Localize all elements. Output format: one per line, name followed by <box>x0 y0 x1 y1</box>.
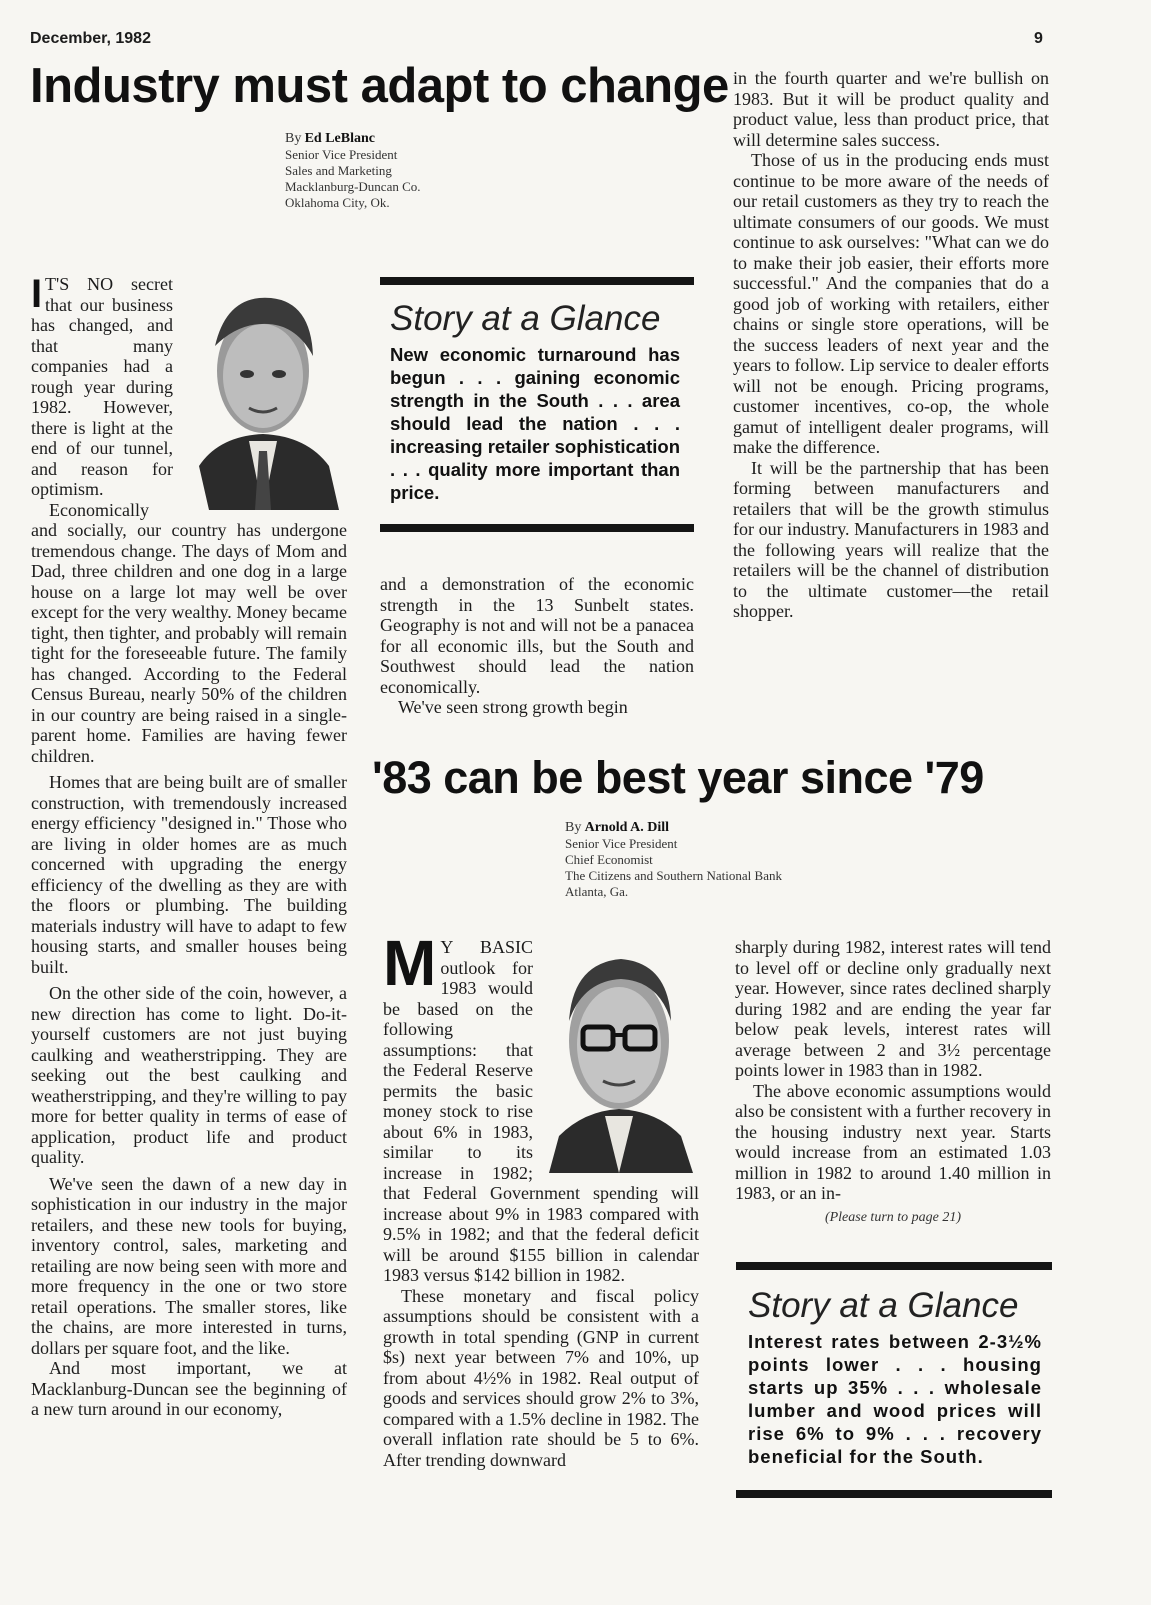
continued-note: (Please turn to page 21) <box>824 1209 962 1225</box>
byline-line: The Citizens and Southern National Bank <box>565 868 782 883</box>
article1-headline: Industry must adapt to change <box>30 59 729 113</box>
paragraph: in the fourth quarter and we're bullish on 1983. But it will be product quality and product value, less than product price, that will determine sales success. <box>733 68 1049 150</box>
glance-title: Story at a Glance <box>390 299 661 338</box>
article2-headline: '83 can be best year since '79 <box>372 752 984 803</box>
glance-bottom-rule <box>736 1490 1052 1498</box>
byline-line: Senior Vice President <box>285 147 398 162</box>
author-photo-dill <box>539 941 699 1173</box>
author-photo-leblanc <box>179 276 347 510</box>
paragraph: T'S NO secret that our business has changed, and that many companies had a rough year during 1982. However, there is light at the end of our tunnel, and reason for optimism. <box>31 274 173 499</box>
glance-title: Story at a Glance <box>748 1286 1019 1325</box>
story-at-a-glance-2 <box>736 1262 1052 1498</box>
paragraph: We've seen the dawn of a new day in sophistication in our industry in the major retailers, and these new tools for buying, inventory control, sales, marketing and retailing are now being seen with more and more frequency in the one or two store retail operations. The smaller stores, like the chains, are more interested in turns, dollars per square foot, and the like. <box>31 1173 347 1358</box>
article1-column-right <box>733 68 1049 622</box>
issue-date: December, 1982 <box>30 30 151 47</box>
paragraph: These monetary and fiscal policy assumptions should be consistent with a growth in total spending (GNP in current $s) next year between 7% and 10%, up from about 4½% in 1982. Real output of goods and services should grow 2% to 3%, compared with a 1.5% decline in 1982. The overall inflation rate should be 5 to 6%. After trending downward <box>383 1285 699 1470</box>
paragraph: The above economic assumptions would also be consistent with a further recovery in the housing industry next year. Starts would increase from an estimated 1.03 million in 1982 to around 1.40 million in 1983, or an in- <box>735 1080 1051 1203</box>
glance-top-rule <box>736 1262 1052 1270</box>
glance-bottom-rule <box>380 524 694 532</box>
dropcap-m: M <box>383 927 437 999</box>
paragraph: Homes that are being built are of smaller construction, with tremendously increased energy efficiency "designed in." Those who are living in older homes are as much concerned with upgrading the energy efficiency of the dwelling as they are with the floors or plumbing. The building materials industry will have to adapt to few housing starts, and smaller houses being built. <box>31 772 347 977</box>
paragraph: Economically and socially, our country has undergone tremendous change. The days of Mom and Dad, three children and one dog in a large house on a large lot may well be over except for the very wealthy. Money became tight, then tighter, and probably will remain tight for the foreseeable future. The family has changed. According to the Federal Census Bureau, nearly 50% of the children in our country are being raised in a single-parent home. Families are having fewer children. <box>31 499 347 766</box>
byline-line: Chief Economist <box>565 852 653 867</box>
byline-line: Atlanta, Ga. <box>565 884 629 899</box>
story-at-a-glance-1 <box>380 277 694 532</box>
glance-body: Interest rates between 2-3½% points lower . . . housing starts up 35% . . . wholesale lumber and wood prices will rise 6% to 9% . . . recovery beneficial for the South. <box>748 1331 1042 1467</box>
byline-line: Macklanburg-Duncan Co. <box>285 179 421 194</box>
paragraph: We've seen strong growth begin <box>398 697 628 717</box>
byline-line: Sales and Marketing <box>285 163 392 178</box>
paragraph: Y BASIC outlook for 1983 would be based on the following assumptions: that the Federal Reserve permits the basic money stock to rise about 6% in 1983, similar to its increase in 1982; that Federal Government spending will increase about 9% in 1983 compared with 9.5% in 1982; and that the federal deficit will be around $155 billion in calendar 1983 versus $142 billion in 1982. <box>383 937 699 1285</box>
byline-author: Ed LeBlanc <box>304 131 375 146</box>
byline-by: By <box>565 820 582 835</box>
byline-author: Arnold A. Dill <box>584 820 669 835</box>
paragraph: On the other side of the coin, however, a new direction has come to light. Do-it-yourself customers are not just buying caulking and weatherstripping. They are seeking out the best caulking and weatherstripping, and they're willing to pay more for better quality in terms of ease of application, product life and product quality. <box>31 983 347 1167</box>
article1-column-left <box>31 274 347 1420</box>
byline-by: By <box>285 131 302 146</box>
paragraph: It will be the partnership that has been forming between manufacturers and retailers that will be the growth stimulus for our industry. Manufacturers in 1983 and the following years will realize that the retailers will be the channel of distribution to the ultimate customer—the retail shopper. <box>733 457 1049 621</box>
paragraph: And most important, we at Macklanburg-Duncan see the beginning of a new turn around in our economy, <box>31 1358 347 1419</box>
byline-line: Oklahoma City, Ok. <box>285 195 390 210</box>
glance-body: New economic turnaround has begun . . . gaining economic strength in the South . . . area should lead the nation . . . increasing retailer sophistication . . . quality more important than price. <box>390 344 680 503</box>
glance-top-rule <box>380 277 694 285</box>
article2-column-left <box>383 927 699 1470</box>
article2-byline <box>565 819 782 900</box>
byline-line: Senior Vice President <box>565 836 678 851</box>
article1-column-middle <box>380 574 694 718</box>
paragraph: and a demonstration of the economic strength in the 13 Sunbelt states. Geography is not and will not be a panacea for all economic ills, but the South and Southwest should lead the nation economically. <box>380 574 694 697</box>
page-number: 9 <box>1034 30 1043 47</box>
paragraph: Those of us in the producing ends must continue to be more aware of the needs of our retail customers as they try to reach the ultimate consumers of our goods. We must continue to ask ourselves: "What can we do to make their job easier, their efforts more successful." And the companies that do a good job of working with retailers, either chains or single store operations, will be the success leaders of next year and the years to follow. Lip service to dealer efforts will not be enough. Pricing programs, customer incentives, co-op, the whole gamut of intelligent dealer programs, will make the difference. <box>733 150 1049 457</box>
article2-column-right <box>735 937 1051 1228</box>
paragraph: sharply during 1982, interest rates will tend to level off or decline only gradually next year. However, since rates declined sharply during 1982 and are ending the year far below peak levels, interest rates will average between 2 and 3½ percentage points lower in 1983 than in 1982. <box>735 937 1051 1080</box>
dropcap-i: I <box>31 272 43 316</box>
article1-byline <box>285 130 421 211</box>
